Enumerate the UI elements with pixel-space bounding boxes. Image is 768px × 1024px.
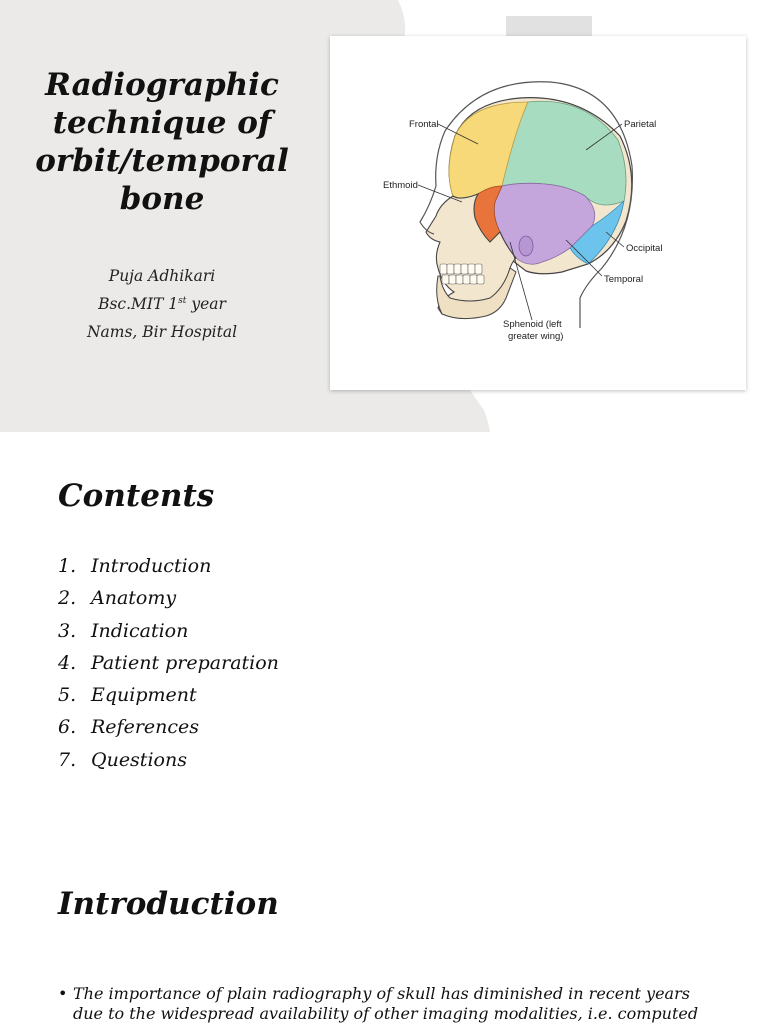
label-frontal: Frontal: [409, 119, 439, 130]
list-number: 7.: [58, 748, 77, 771]
title-line-3: orbit/temporal: [35, 143, 289, 179]
list-label: References: [91, 716, 200, 739]
skull-diagram: [330, 36, 746, 390]
label-sphenoid-1: Sphenoid (left: [503, 319, 562, 330]
intro-bullet-text: The importance of plain radiography of skull has diminished in recent years due to the widespread availability of other imaging modalities, i.e. computed: [73, 984, 699, 1023]
introduction-heading: Introduction: [58, 886, 279, 922]
list-item: [58, 647, 279, 679]
list-label: Patient preparation: [91, 651, 279, 674]
mastoid-process: [519, 236, 533, 256]
list-item: [58, 744, 279, 776]
title-line-1: Radiographic: [45, 67, 279, 103]
list-item: [58, 711, 279, 743]
skull-diagram-card: [330, 36, 746, 390]
list-number: 3.: [58, 619, 77, 642]
list-number: 6.: [58, 716, 77, 739]
list-label: Questions: [91, 748, 187, 771]
list-label: Indication: [91, 619, 189, 642]
teeth: [440, 264, 484, 284]
author-name: Puja Adhikari: [108, 267, 216, 285]
bullet-icon: •: [58, 984, 68, 1003]
list-item: [58, 582, 279, 614]
list-number: 1.: [58, 555, 77, 577]
contents-slide: [0, 432, 768, 832]
list-item: [58, 679, 279, 711]
label-sphenoid-2: greater wing): [508, 331, 564, 342]
label-occipital: Occipital: [626, 243, 663, 254]
title-slide: [0, 0, 768, 432]
contents-list: [58, 550, 279, 776]
list-item: [58, 615, 279, 647]
slide-title: [20, 66, 304, 218]
label-parietal: Parietal: [624, 119, 657, 130]
introduction-slide: [0, 860, 768, 1024]
list-item: [58, 550, 279, 582]
list-number: 2.: [58, 587, 77, 610]
course-prefix: Bsc.MIT 1: [98, 295, 179, 313]
label-ethmoid: Ethmoid: [383, 180, 418, 191]
course-suffix: year: [186, 295, 226, 313]
list-number: 5.: [58, 684, 77, 707]
contents-heading: Contents: [58, 478, 215, 514]
list-label: Anatomy: [91, 587, 177, 610]
author-institution: Nams, Bir Hospital: [86, 323, 238, 341]
intro-bullet-item: [58, 984, 718, 1024]
list-label: Equipment: [91, 684, 197, 707]
author-course: [40, 290, 284, 318]
label-temporal: Temporal: [604, 274, 644, 285]
author-block: [40, 262, 284, 346]
title-line-4: bone: [119, 181, 205, 217]
title-line-2: technique of: [52, 105, 272, 141]
course-superscript: st: [178, 295, 187, 306]
list-label: Introduction: [91, 555, 212, 577]
list-number: 4.: [58, 651, 77, 674]
